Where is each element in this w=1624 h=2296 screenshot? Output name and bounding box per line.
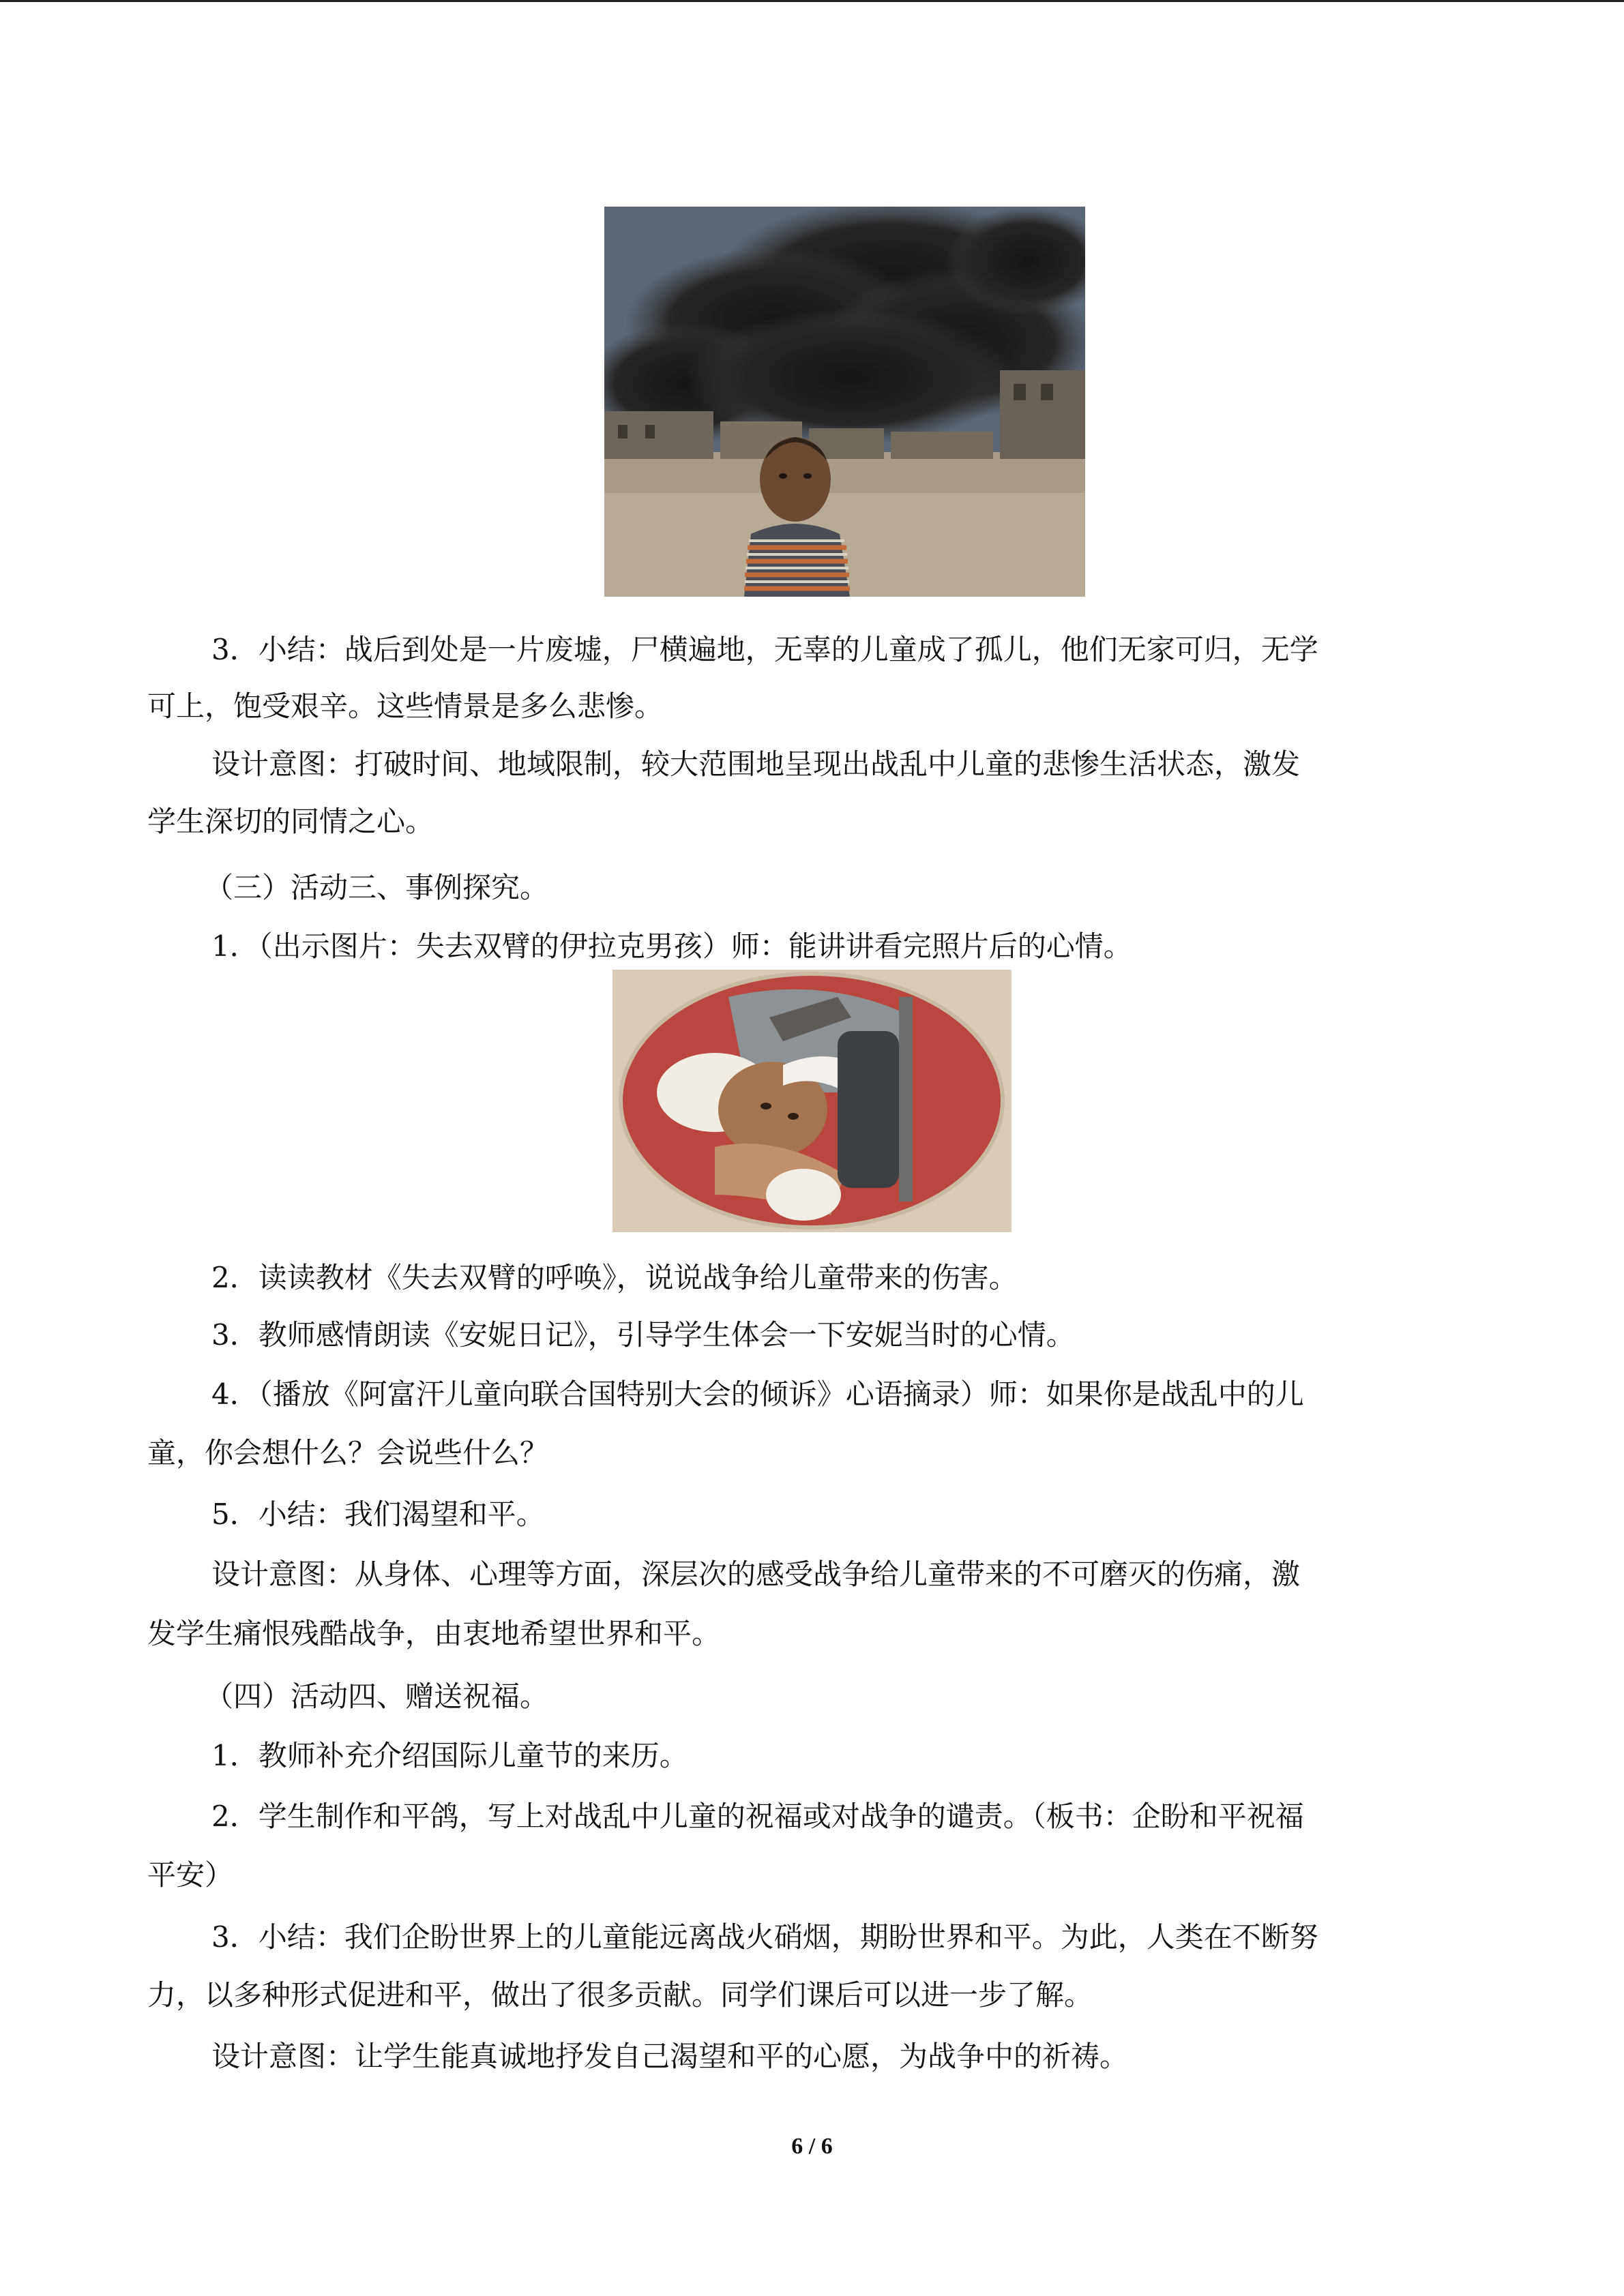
summary-paragraph-line1: 3．小结：战后到处是一片废墟，尸横遍地，无辜的儿童成了孤儿，他们无家可归，无学: [211, 633, 1318, 666]
injured-boy-illustration: [612, 970, 1012, 1232]
war-ruins-illustration: [604, 207, 1085, 597]
activity-four-heading: （四）活动四、赠送祝福。: [205, 1680, 549, 1713]
design-intent-line2: 学生深切的同情之心。: [147, 805, 434, 838]
activity-three-item1: 1．（出示图片：失去双臂的伊拉克男孩）师：能讲讲看完照片后的心情。: [211, 929, 1132, 963]
activity-four-item1: 1．教师补充介绍国际儿童节的来历。: [211, 1739, 688, 1772]
design-intent-two-line1: 设计意图：从身体、心理等方面，深层次的感受战争给儿童带来的不可磨灭的伤痛，激: [211, 1557, 1301, 1591]
activity-three-item5: 5．小结：我们渴望和平。: [211, 1497, 545, 1531]
injured-boy-photo: [612, 970, 1012, 1232]
activity-four-item3-line1: 3．小结：我们企盼世界上的儿童能远离战火硝烟，期盼世界和平。为此，人类在不断努: [211, 1920, 1318, 1954]
page-number: 6 / 6: [791, 2134, 833, 2159]
activity-four-item2-line1: 2．学生制作和平鸽，写上对战乱中儿童的祝福或对战争的谴责。（板书：企盼和平祝福: [211, 1800, 1304, 1833]
activity-three-item4-line2: 童，你会想什么？会说些什么？: [147, 1436, 549, 1470]
activity-three-item4-line1: 4．（播放《阿富汗儿童向联合国特别大会的倾诉》心语摘录）师：如果你是战乱中的儿: [211, 1377, 1304, 1411]
activity-three-heading: （三）活动三、事例探究。: [205, 871, 549, 904]
design-intent-three: 设计意图：让学生能真诚地抒发自己渴望和平的心愿，为战争中的祈祷。: [211, 2040, 1129, 2073]
activity-four-item2-line2: 平安）: [147, 1858, 234, 1892]
war-ruins-photo: [604, 207, 1085, 597]
activity-three-item2: 2．读读教材《失去双臂的呼唤》，说说战争给儿童带来的伤害。: [211, 1261, 1018, 1294]
activity-four-item3-line2: 力，以多种形式促进和平，做出了很多贡献。同学们课后可以进一步了解。: [147, 1978, 1093, 2012]
design-intent-two-line2: 发学生痛恨残酷战争，由衷地希望世界和平。: [147, 1617, 721, 1650]
activity-three-item3: 3．教师感情朗读《安妮日记》，引导学生体会一下安妮当时的心情。: [211, 1318, 1075, 1352]
summary-paragraph-line2: 可上，饱受艰辛。这些情景是多么悲惨。: [147, 689, 664, 723]
design-intent-line1: 设计意图：打破时间、地域限制，较大范围地呈现出战乱中儿童的悲惨生活状态，激发: [211, 747, 1301, 781]
